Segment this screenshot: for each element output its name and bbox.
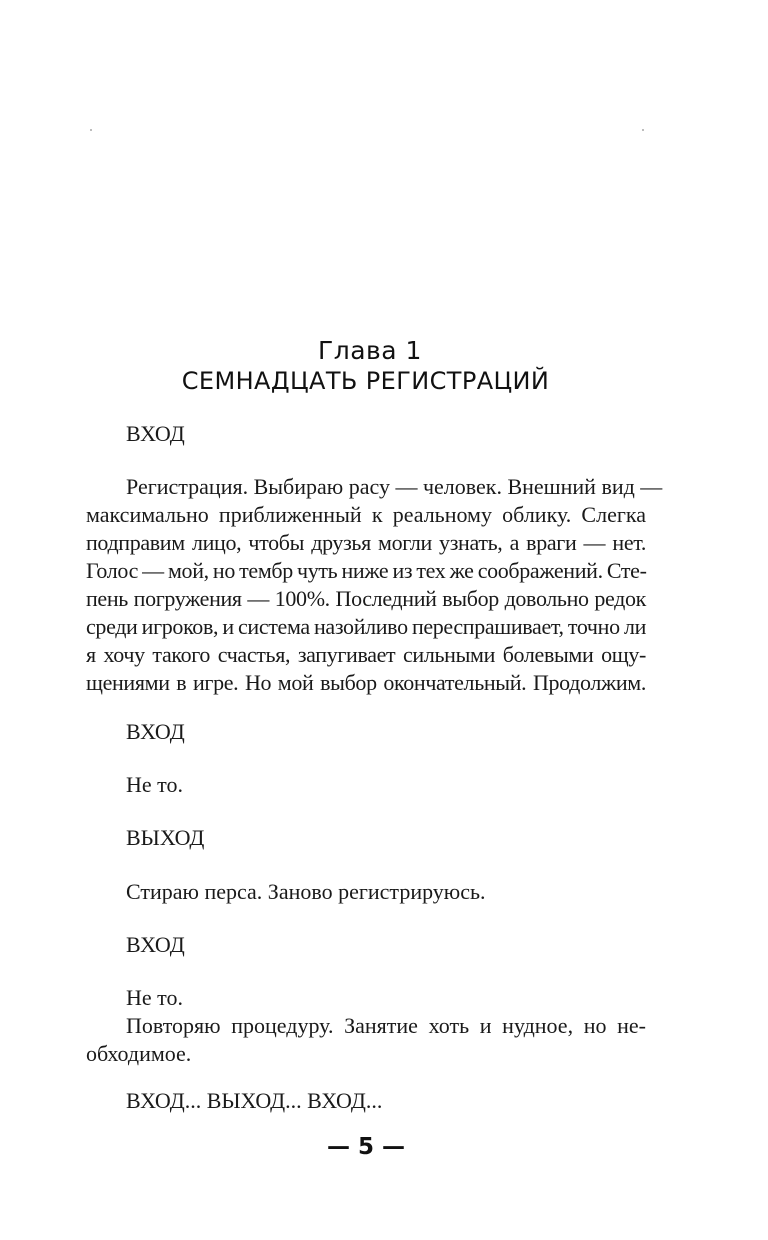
text-line-8: я хочу такого счастья, запугивает сильными болевыми ощу- xyxy=(86,642,646,667)
text-line-10: ВХОД xyxy=(126,719,185,744)
text-line-1: ВХОД xyxy=(126,421,185,446)
text-line-18: ВХОД... ВЫХОД... ВХОД... xyxy=(126,1088,383,1113)
text-line-2: Регистрация. Выбираю расу — человек. Внешний вид — xyxy=(126,474,663,499)
text-line-5: Голос — мой, но тембр чуть ниже из тех же соображений. Сте- xyxy=(86,558,647,583)
text-line-12: ВЫХОД xyxy=(126,825,205,850)
text-line-7: среди игроков, и система назойливо переспрашивает, точно ли xyxy=(86,614,646,639)
text-line-17: обходимое. xyxy=(86,1041,192,1066)
text-line-15: Не то. xyxy=(126,985,183,1010)
chapter-title: СЕМНАДЦАТЬ РЕГИСТРАЦИЙ xyxy=(181,367,550,395)
text-line-11: Не то. xyxy=(126,772,183,797)
crop-mark-right xyxy=(642,129,644,131)
chapter-number: Глава 1 xyxy=(318,336,422,365)
text-line-4: подправим лицо, чтобы друзья могли узнать, а враги — нет. xyxy=(86,530,646,555)
text-line-3: максимально приближенный к реальному облику. Слегка xyxy=(86,502,646,527)
text-line-6: пень погружения — 100%. Последний выбор довольно редок xyxy=(86,586,646,611)
page-number: — 5 — xyxy=(326,1134,406,1160)
text-line-16: Повторяю процедуру. Занятие хоть и нудное, но не- xyxy=(126,1013,646,1038)
text-line-9: щениями в игре. Но мой выбор окончательный. Продолжим. xyxy=(86,670,646,695)
text-line-13: Стираю перса. Заново регистрируюсь. xyxy=(126,879,486,904)
crop-mark-left xyxy=(90,129,92,131)
text-line-14: ВХОД xyxy=(126,932,185,957)
